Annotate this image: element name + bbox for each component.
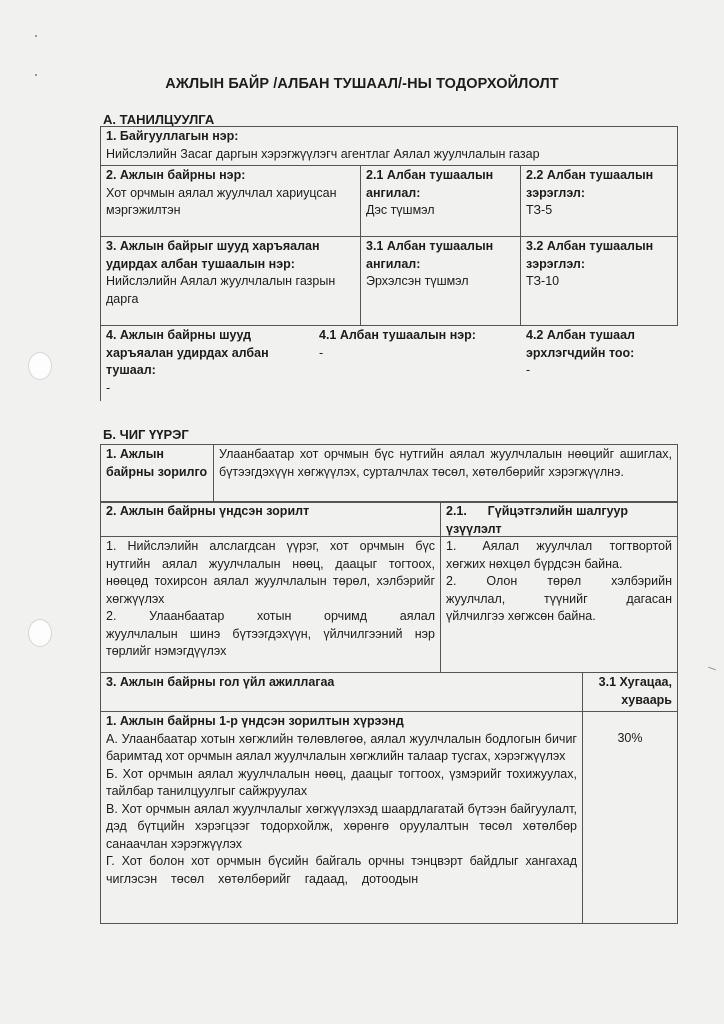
goal-label-cell [101, 502, 441, 537]
purpose-value: Улаанбаатар хот орчмын бүс нутгийн аялал жуулчлалын нөөцийг ашиглах, бүтээгдэхүүн хөгжүүлэх, сурталчлах төсөл, хөтөлбөрийг хэрэгжүүлнэ. [214, 445, 678, 503]
job-label: 2. Ажлын байрны нэр: [106, 168, 246, 182]
job-cell [101, 166, 361, 237]
criteria-2: 2. Олон төрөл хэлбэрийн жуулчлал, түүнийг дагасан үйлчилгээ хөгжсөн байна. [446, 574, 676, 623]
supervisor-class-cell [361, 237, 521, 326]
subordinate-name-value: - [319, 345, 324, 360]
scan-speck [35, 74, 37, 76]
supervisor-class-label: 3.1 Албан тушаалын ангилал: [366, 239, 494, 271]
class-label: 2.1 Албан тушаалын ангилал: [366, 168, 494, 200]
scan-speck [708, 667, 716, 671]
purpose-table [100, 444, 678, 503]
task-heading: 1. Ажлын байрны 1-р үндсэн зорилтын хүрээнд [106, 714, 404, 728]
subordinate-row [101, 326, 678, 401]
supervisor-class-value: Эрхэлсэн түшмэл [366, 274, 469, 288]
org-label: 1. Байгууллагын нэр: [106, 129, 239, 143]
criteria-label: 2.1. Гүйцэтгэлийн шалгуур үзүүлэлт [446, 504, 632, 536]
rank-value: ТЗ-5 [526, 203, 553, 217]
time-label: 3.1 Хугацаа, хуваарь [598, 675, 672, 707]
scan-speck [35, 35, 37, 37]
punch-hole-bottom [28, 619, 52, 647]
supervisor-cell [101, 237, 361, 326]
functions-label-cell [101, 673, 583, 712]
criteria-label-cell [441, 502, 678, 537]
subordinate-count-label: 4.2 Албан тушаал эрхлэгчдийн тоо: [526, 328, 635, 360]
subordinate-count-cell [521, 326, 678, 401]
supervisor-value: Нийслэлийн Аялал жуулчлалын газрын дарга [106, 274, 336, 306]
subordinate-label: 4. Ажлын байрны шууд харъяалан удирдах албан тушаал: [106, 328, 269, 377]
subordinate-value: - [106, 380, 111, 395]
class-value: Дэс түшмэл [366, 203, 435, 217]
subordinate-cell [101, 326, 314, 401]
section-b-heading: Б. ЧИГ ҮҮРЭГ [103, 427, 189, 442]
supervisor-rank-cell [521, 237, 678, 326]
section-a-table [100, 126, 678, 401]
task-percent: 30% [583, 712, 678, 924]
functions-table [100, 672, 678, 924]
rank-label: 2.2 Албан тушаалын зэрэглэл: [526, 168, 654, 200]
job-value: Хот орчмын аялал жуулчлал хариуцсан мэргэжилтэн [106, 185, 337, 217]
goals-table [100, 501, 678, 673]
rank-cell [521, 166, 678, 237]
time-label-cell [583, 673, 678, 712]
subordinate-name-cell [314, 326, 521, 401]
punch-hole-top [28, 352, 52, 380]
supervisor-label: 3. Ажлын байрыг шууд харъяалан удирдах албан тушаалын нэр: [106, 239, 320, 271]
class-cell [361, 166, 521, 237]
functions-label: 3. Ажлын байрны гол үйл ажиллагаа [106, 675, 335, 689]
supervisor-rank-label: 3.2 Албан тушаалын зэрэглэл: [526, 239, 654, 271]
goal-1: 1. Нийслэлийн алслагдсан үүрэг, хот орчмын бүс нутгийн аялал жуулчлалын нөөц, даацыг тогтоох, нөөцөд тохирсон аялал жуулчлалын төрөл, хэлбэрийг хөгжүүлэх [106, 539, 435, 606]
purpose-label: 1. Ажлын байрны зорилго [106, 447, 208, 479]
purpose-label-cell [101, 445, 214, 503]
criteria-cell [441, 537, 678, 673]
subordinate-count-value: - [526, 363, 531, 377]
subordinate-name-label: 4.1 Албан тушаалын нэр: [319, 328, 476, 342]
document-title: АЖЛЫН БАЙР /АЛБАН ТУШААЛ/-НЫ ТОДОРХОЙЛОЛТ [165, 76, 559, 92]
task-a: А. Улаанбаатар хотын хөгжлийн төлөвлөгөө, аялал жуулчлалын бодлогын бичиг баримтад хот орчмын аялал жуулчлалын хөгжлийн талаар тусгах, хэрэгжүүлэх [106, 731, 577, 763]
task-g: Г. Хот болон хот орчмын бүсийн байгаль орчны тэнцвэрт байдлыг хангахад чиглэсэн төсөл хөтөлбөрийг гадаад, дотоодын [106, 854, 591, 886]
org-cell [101, 127, 678, 166]
section-a-heading: А. ТАНИЛЦУУЛГА [103, 112, 215, 127]
task-v: В. Хот орчмын аялал жуулчлалыг хөгжүүлэхэд шаардлагатай бүтээн байгуулалт, дэд бүтцийн хэрэгцээг тодорхойлж, хөрөнгө оруулалтын төсөл хөтөлбөр санаачлан хэрэгжүүлэх [106, 801, 577, 851]
goal-label: 2. Ажлын байрны үндсэн зорилт [106, 504, 310, 518]
criteria-1: 1. Аялал жуулчлал тогтвортой хөгжих нөхцөл бүрдсэн байна. [446, 539, 676, 571]
org-value: Нийслэлийн Засаг даргын хэрэгжүүлэгч агентлаг Аялал жуулчлалын газар [106, 146, 540, 161]
supervisor-rank-value: ТЗ-10 [526, 274, 560, 288]
tasks-cell [101, 712, 591, 924]
task-b: Б. Хот орчмын аялал жуулчлалын нөөц, даацыг тогтоох, үзмэрийг тохижуулах, тайлбар танилцуулгыг сайжруулах [106, 766, 577, 798]
goals-cell [101, 537, 441, 673]
goal-2: 2. Улаанбаатар хотын орчимд аялал жуулчлалын шинэ бүтээгдэхүүн, үйлчилгээний нэр төрлийг нэмэгдүүлэх [106, 609, 439, 658]
